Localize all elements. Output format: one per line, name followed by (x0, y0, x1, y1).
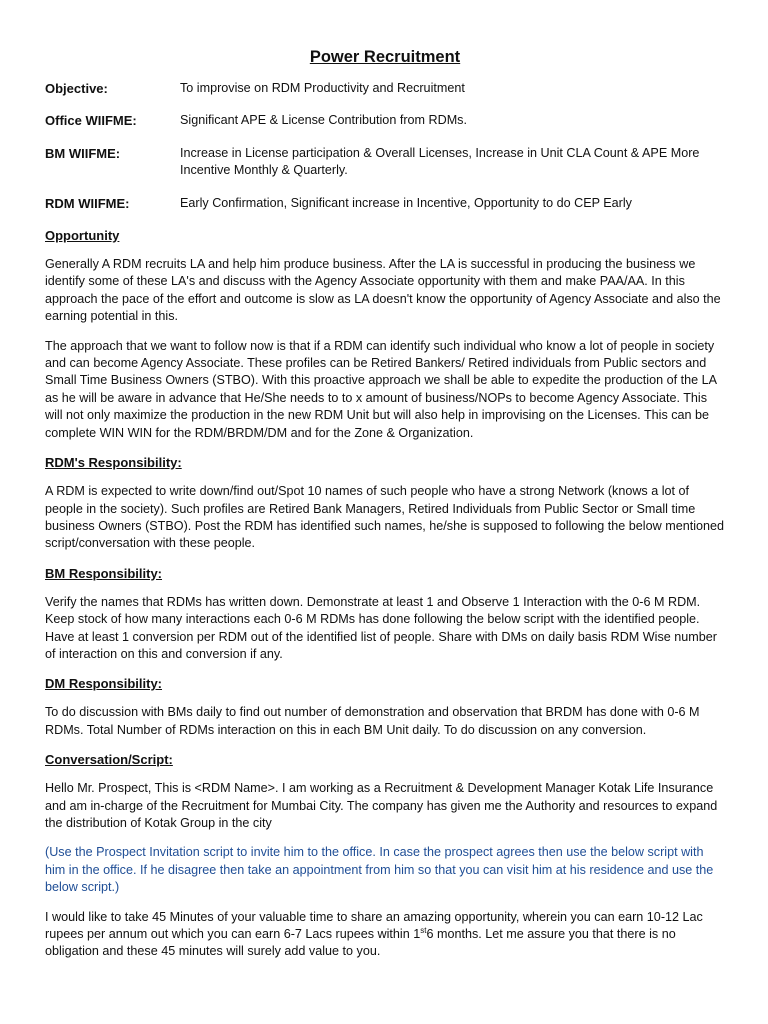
office-wiifme-label: Office WIIFME: (45, 113, 137, 129)
script-paragraph-3 (45, 909, 725, 961)
bm-wiifme-row (45, 145, 725, 180)
script-instruction-paragraph: (Use the Prospect Invitation script to invite him to the office. In case the prospect agrees then use the below script with him in the office. If he disagree then take an appointment from him so that you can visit him at his residence and use the below script.) (45, 845, 714, 895)
dm-responsibility-heading: DM Responsibility: (45, 676, 163, 692)
office-wiifme-value: Significant APE & License Contribution from RDMs. (180, 113, 467, 128)
objective-value: To improvise on RDM Productivity and Recruitment (180, 81, 465, 95)
script-paragraph-3-part-b: 6 months. Let me assure you that there is no obligation and these 45 minutes will surely add value to you. (45, 927, 676, 959)
objective-row (45, 80, 725, 97)
rdm-wiifme-row (45, 195, 725, 212)
document-page (45, 46, 725, 973)
superscript-st: st (420, 925, 427, 935)
rdm-responsibility-paragraph: A RDM is expected to write down/find out/Spot 10 names of such people who have a strong Network (knows a lot of people in the society). Such profiles are Retired Bank Managers, Retired Individuals from Public Sector or Small time business Owners (STBO). Post the RDM has identified such names, he/she is supposed to following the below mentioned script/conversation with these people. (45, 484, 725, 551)
opportunity-heading: Opportunity (45, 228, 120, 244)
office-wiifme-row (45, 112, 725, 129)
bm-wiifme-value: Increase in License participation & Overall Licenses, Increase in Unit CLA Count & APE More Incentive Monthly & Quarterly. (180, 145, 700, 178)
objective-label: Objective: (45, 81, 108, 96)
script-paragraph-3-part-a: I would like to take 45 Minutes of your valuable time to share an amazing opportunity, wherein you can earn 10-12 Lac rupees per annum out which you can earn 6-7 Lacs rupees within 1 (45, 909, 703, 941)
bm-wiifme-label: BM WIIFME: (45, 145, 121, 161)
rdm-responsibility-heading: RDM's Responsibility: (45, 455, 182, 471)
dm-responsibility-paragraph: To do discussion with BMs daily to find out number of demonstration and observation that BRDM has done with 0-6 M RDMs. Total Number of RDMs interaction on this in each BM Unit daily. To do discussion on any conversion. (45, 705, 700, 737)
opportunity-paragraph-1: Generally A RDM recruits LA and help him produce business. After the LA is successful in producing the business we identify some of these LA's and discuss with the Agency Associate opportunity with them and make PAA/AA. In this approach the pace of the effort and outcome is slow as LA doesn't know the opportunity of Agency Associate and also the earning potential in this. (45, 257, 721, 324)
script-paragraph-1: Hello Mr. Prospect, This is <RDM Name>. I am working as a Recruitment & Development Manager Kotak Life Insurance and am in-charge of the Recruitment for Mumbai City. The company has given me the Authority and resources to expand the distribution of Kotak Group in the city (45, 781, 718, 830)
script-heading: Conversation/Script: (45, 752, 173, 768)
bm-responsibility-paragraph: Verify the names that RDMs has written down. Demonstrate at least 1 and Observe 1 Interaction with the 0-6 M RDM. Keep stock of how many interactions each 0-6 M RDMs has done following the below script with the identified people. Have at least 1 conversion per RDM out of the identified list of people. Share with DMs on daily basis RDM Wise number of interaction on this and conversion if any. (45, 594, 717, 661)
bm-responsibility-heading: BM Responsibility: (45, 565, 163, 581)
opportunity-paragraph-2: The approach that we want to follow now is that if a RDM can identify such individual who know a lot of people in society and can become Agency Associate. These profiles can be Retired Bankers/ Retired individuals from Public sectors and Small Time Business Owners (STBO). With this proactive approach we shall be able to expedite the production of the LA as he will be aware in advance that He/She needs to to x amount of business/NOPs to become Agency Associate. This will not only maximize the production in the new RDM Unit but will also help in improvising on the Licenses. This can be complete WIN WIN for the RDM/BRDM/DM and for the Zone & Organization. (45, 338, 717, 440)
rdm-wiifme-label: RDM WIIFME: (45, 195, 130, 211)
page-title: Power Recruitment (309, 48, 461, 66)
rdm-wiifme-value: Early Confirmation, Significant increase in Incentive, Opportunity to do CEP Early (180, 195, 632, 210)
